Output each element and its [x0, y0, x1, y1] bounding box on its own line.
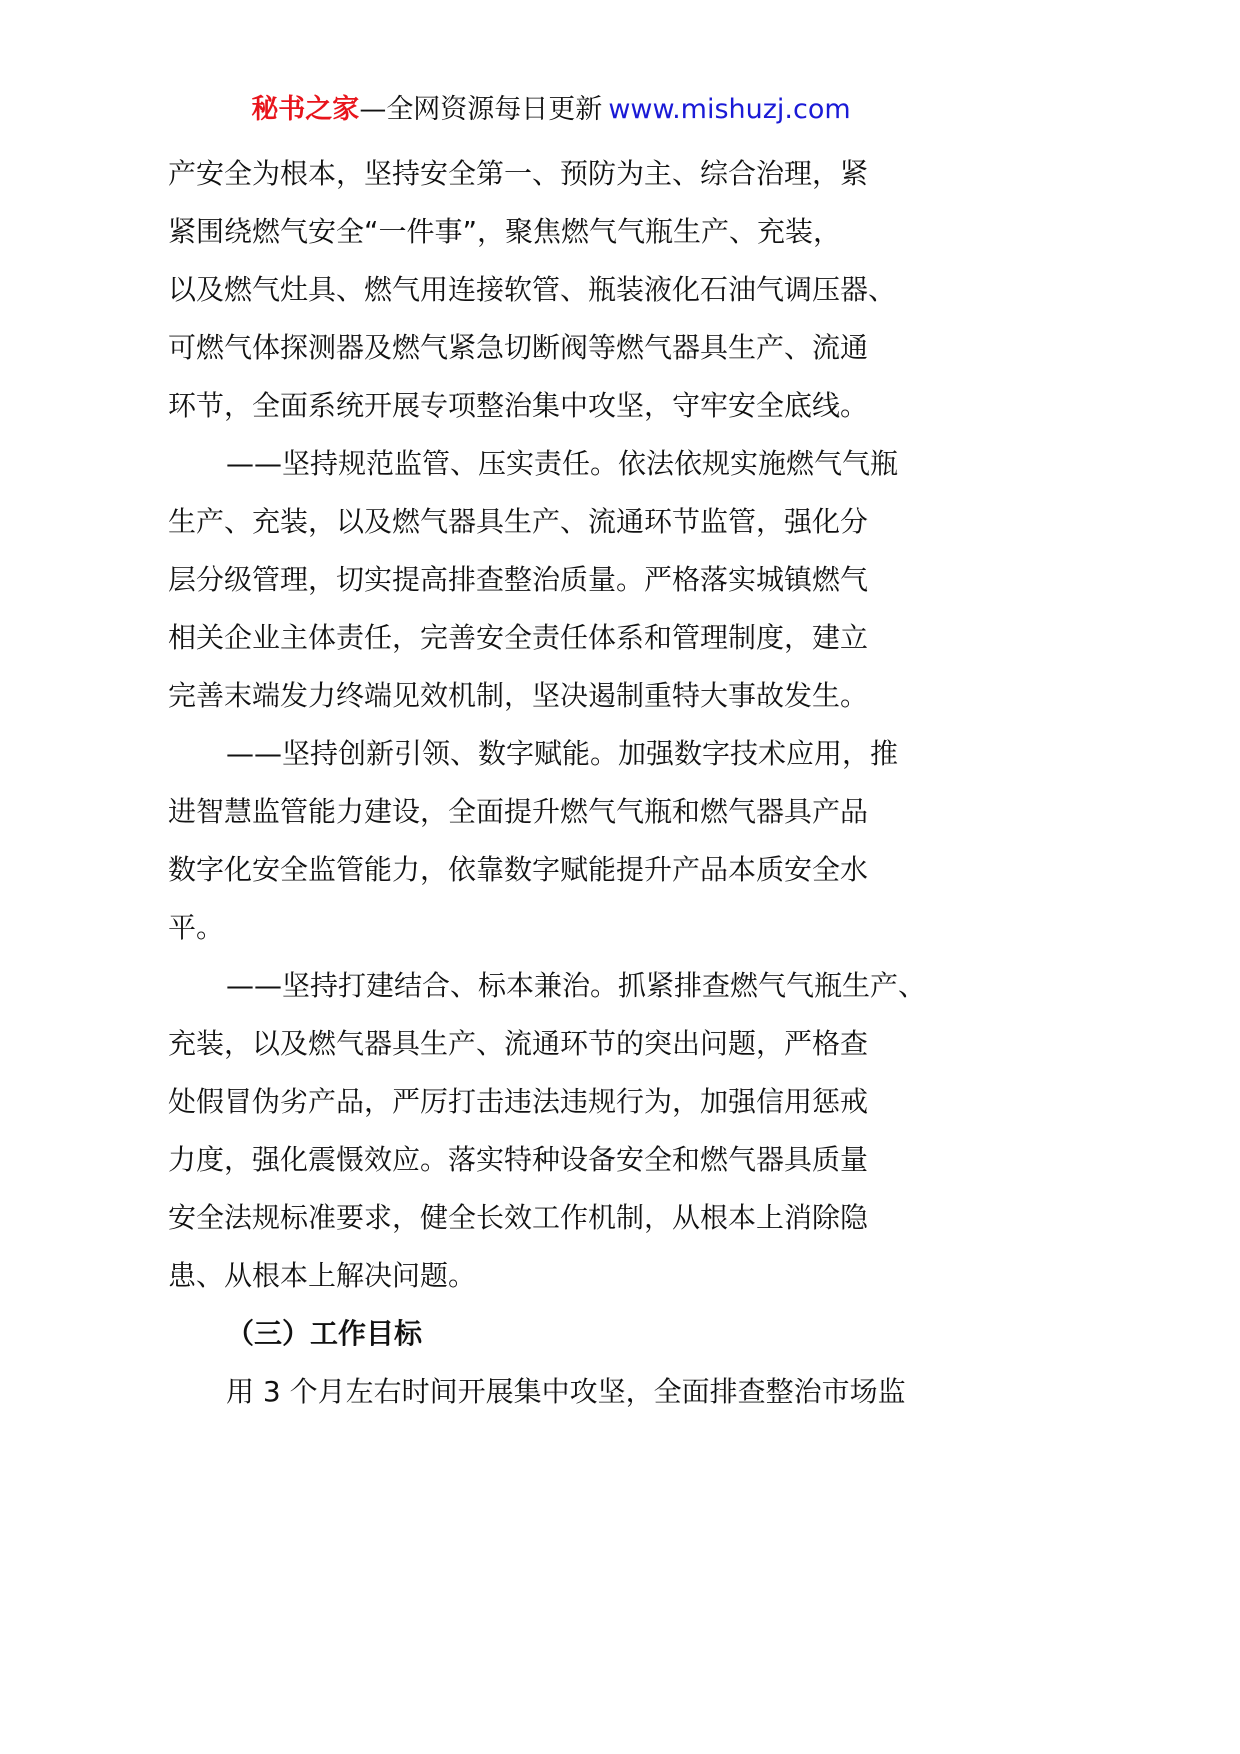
body-line: 完善末端发力终端见效机制，坚决遏制重特大事故发生。	[168, 679, 869, 712]
site-url[interactable]: www.mishuzj.com	[608, 94, 851, 125]
header-slogan: —全网资源每日更新	[359, 94, 603, 125]
document-body	[168, 145, 968, 1421]
paragraph-start-line: ——坚持打建结合、标本兼治。抓紧排查燃气气瓶生产、	[226, 969, 927, 1002]
body-line: 进智慧监管能力建设，全面提升燃气气瓶和燃气器具产品	[168, 795, 869, 828]
body-line: 产安全为根本，坚持安全第一、预防为主、综合治理，紧	[168, 157, 869, 190]
paragraph-start-line: ——坚持规范监管、压实责任。依法依规实施燃气气瓶	[226, 447, 899, 480]
body-line: 平。	[168, 911, 225, 944]
body-line: 患、从根本上解决问题。	[168, 1259, 477, 1292]
body-line: 紧围绕燃气安全“一件事”，聚焦燃气气瓶生产、充装，	[168, 215, 842, 248]
body-line: 环节，全面系统开展专项整治集中攻坚，守牢安全底线。	[168, 389, 869, 422]
site-header	[0, 92, 1102, 128]
body-line: 充装，以及燃气器具生产、流通环节的突出问题，严格查	[168, 1027, 869, 1060]
body-line: 数字化安全监管能力，依靠数字赋能提升产品本质安全水	[168, 853, 869, 886]
body-line: 层分级管理，切实提高排查整治质量。严格落实城镇燃气	[168, 563, 869, 596]
paragraph-start-line: ——坚持创新引领、数字赋能。加强数字技术应用，推	[226, 737, 899, 770]
body-line: 生产、充装，以及燃气器具生产、流通环节监管，强化分	[168, 505, 869, 538]
brand-name: 秘书之家	[251, 94, 360, 125]
body-line: 相关企业主体责任，完善安全责任体系和管理制度，建立	[168, 621, 869, 654]
body-line: 以及燃气灶具、燃气用连接软管、瓶装液化石油气调压器、	[168, 273, 897, 306]
body-line: 可燃气体探测器及燃气紧急切断阀等燃气器具生产、流通	[168, 331, 869, 364]
section-heading: （三）工作目标	[226, 1317, 423, 1350]
paragraph-start-line: 用 3 个月左右时间开展集中攻坚，全面排查整治市场监	[226, 1375, 906, 1408]
body-line: 处假冒伪劣产品，严厉打击违法违规行为，加强信用惩戒	[168, 1085, 869, 1118]
body-line: 力度，强化震慑效应。落实特种设备安全和燃气器具质量	[168, 1143, 869, 1176]
body-line: 安全法规标准要求，健全长效工作机制，从根本上消除隐	[168, 1201, 869, 1234]
